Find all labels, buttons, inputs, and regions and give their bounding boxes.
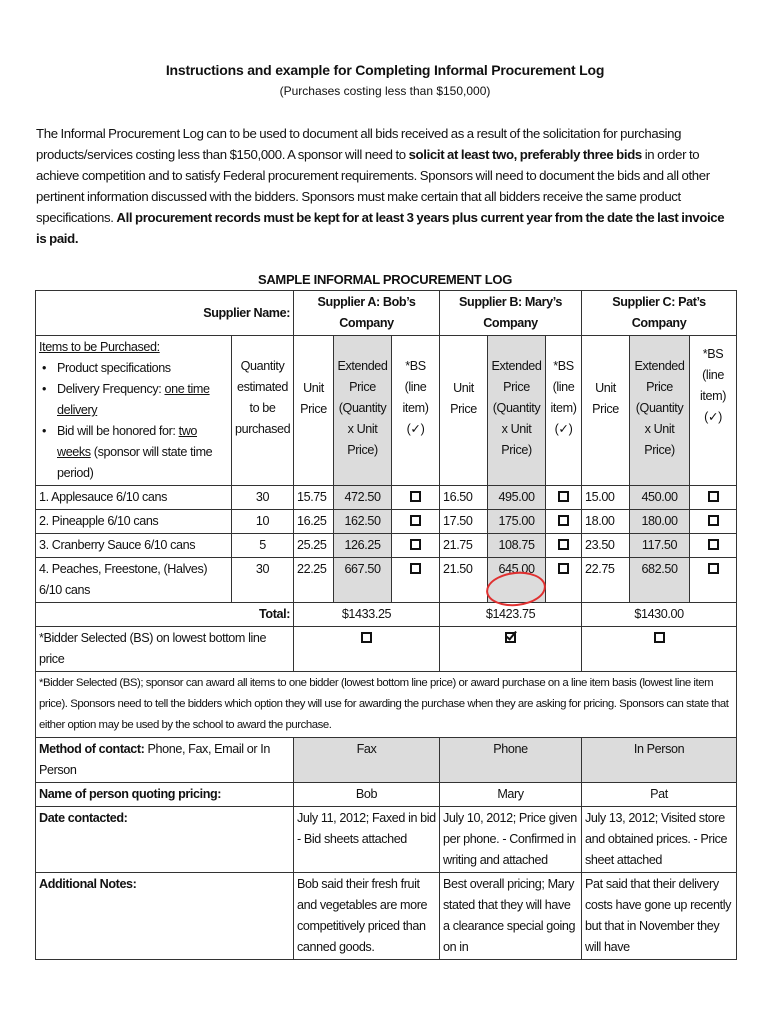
items-header-cell [36, 336, 232, 486]
c-bs-header: *BS (line item) (✓) [690, 336, 737, 486]
table-caption: SAMPLE INFORMAL PROCUREMENT LOG [257, 272, 513, 287]
c-bs-cell [690, 534, 737, 558]
b-selected-checkbox[interactable] [505, 632, 516, 643]
intro-text-1: The Informal Procurement Log can to be used to document all bids received as a result of the solicitation for purchasing products/services costing less than $150,000. A sponsor will need to [36, 126, 682, 162]
c-extended-price: 180.00 [630, 510, 690, 534]
intro-paragraph [36, 123, 726, 249]
spec-item-delivery [57, 379, 228, 421]
c-selected-cell [582, 627, 737, 672]
c-date: July 13, 2012; Visited store and obtained prices. - Price sheet attached [582, 807, 737, 873]
item-row [36, 558, 737, 603]
b-bs-checkbox[interactable] [558, 563, 569, 574]
b-unit-price-header: Unit Price [440, 336, 488, 486]
b-extended-price: 645.00 [488, 558, 546, 603]
method-row [36, 738, 737, 783]
a-method: Fax [294, 738, 440, 783]
items-header-title: Items to be Purchased: [39, 340, 160, 354]
a-extended-price-header: Extended Price (Quantity x Unit Price) [334, 336, 392, 486]
a-total: $1433.25 [294, 603, 440, 627]
method-label-rest: Phone, Fax, Email or In Person [39, 742, 270, 777]
a-bs-checkbox[interactable] [410, 563, 421, 574]
b-bs-header: *BS (line item) (✓) [546, 336, 582, 486]
a-bs-header: *BS (line item) (✓) [392, 336, 440, 486]
a-unit-price: 22.25 [294, 558, 334, 603]
a-bs-cell [392, 510, 440, 534]
bid-period-value: two weeks [57, 424, 198, 459]
notes-row [36, 873, 737, 960]
a-bs-cell [392, 486, 440, 510]
date-label: Date contacted: [36, 807, 294, 873]
document-subtitle: (Purchases costing less than $150,000) [279, 84, 491, 98]
spec-item-product: • Product specifications [57, 358, 228, 379]
c-unit-price: 15.00 [582, 486, 630, 510]
b-bs-cell [546, 558, 582, 603]
person-row [36, 783, 737, 807]
item-quantity: 30 [232, 558, 294, 603]
a-extended-price: 472.50 [334, 486, 392, 510]
a-unit-price-header: Unit Price [294, 336, 334, 486]
a-selected-checkbox[interactable] [361, 632, 372, 643]
supplier-name-label: Supplier Name: [36, 291, 294, 336]
totals-row [36, 603, 737, 627]
b-extended-price-header: Extended Price (Quantity x Unit Price) [488, 336, 546, 486]
method-label-bold: Method of contact: [39, 742, 145, 756]
b-unit-price: 16.50 [440, 486, 488, 510]
c-bs-checkbox[interactable] [708, 563, 719, 574]
c-unit-price: 18.00 [582, 510, 630, 534]
person-label: Name of person quoting pricing: [36, 783, 294, 807]
item-quantity: 30 [232, 486, 294, 510]
c-bs-cell [690, 510, 737, 534]
a-extended-price: 162.50 [334, 510, 392, 534]
a-date: July 11, 2012; Faxed in bid - Bid sheets attached [294, 807, 440, 873]
c-total: $1430.00 [582, 603, 737, 627]
bid-period-note: (sponsor will state time period) [57, 445, 213, 480]
a-extended-price: 667.50 [334, 558, 392, 603]
b-extended-price: 175.00 [488, 510, 546, 534]
b-date: July 10, 2012; Price given per phone. - Confirmed in writing and attached [440, 807, 582, 873]
bs-note-row [36, 672, 737, 738]
a-selected-cell [294, 627, 440, 672]
intro-text-2: in order to achieve competition and to satisfy Federal procurement requirements. Sponsors will need to document the bids and all other pertinent information discussed with the bidders. Sponsors must make certain that all bidders receive the same product specifications. [36, 147, 710, 225]
c-notes: Pat said that their delivery costs have gone up recently but that in November they will have [582, 873, 737, 960]
supplier-b-name: Supplier B: Mary’s Company [440, 291, 582, 336]
b-unit-price: 21.75 [440, 534, 488, 558]
item-name: 3. Cranberry Sauce 6/10 cans [36, 534, 232, 558]
notes-label: Additional Notes: [36, 873, 294, 960]
c-bs-checkbox[interactable] [708, 539, 719, 550]
date-row [36, 807, 737, 873]
delivery-label: Delivery Frequency: [57, 382, 165, 396]
c-unit-price: 22.75 [582, 558, 630, 603]
c-bs-cell [690, 486, 737, 510]
b-bs-checkbox[interactable] [558, 515, 569, 526]
supplier-header-row [36, 291, 737, 336]
c-unit-price: 23.50 [582, 534, 630, 558]
item-name: 1. Applesauce 6/10 cans [36, 486, 232, 510]
c-extended-price-header: Extended Price (Quantity x Unit Price) [630, 336, 690, 486]
b-extended-price: 108.75 [488, 534, 546, 558]
item-row [36, 534, 737, 558]
item-quantity: 10 [232, 510, 294, 534]
item-name: 4. Peaches, Freestone, (Halves) 6/10 cans [36, 558, 232, 603]
a-bs-checkbox[interactable] [410, 515, 421, 526]
a-bs-cell [392, 558, 440, 603]
spec-item-bid-period [57, 421, 228, 484]
a-notes: Bob said their fresh fruit and vegetables are more competitively priced than canned goods. [294, 873, 440, 960]
document-title: Instructions and example for Completing Informal Procurement Log [165, 62, 605, 78]
b-extended-price: 495.00 [488, 486, 546, 510]
a-unit-price: 25.25 [294, 534, 334, 558]
a-bs-checkbox[interactable] [410, 539, 421, 550]
a-unit-price: 16.25 [294, 510, 334, 534]
c-selected-checkbox[interactable] [654, 632, 665, 643]
quantity-header: Quantity estimated to be purchased [232, 336, 294, 486]
c-bs-checkbox[interactable] [708, 491, 719, 502]
a-extended-price: 126.25 [334, 534, 392, 558]
bidder-selected-label: *Bidder Selected (BS) on lowest bottom line price [36, 627, 294, 672]
item-row [36, 486, 737, 510]
b-bs-checkbox[interactable] [558, 491, 569, 502]
supplier-a-name: Supplier A: Bob’s Company [294, 291, 440, 336]
item-name: 2. Pineapple 6/10 cans [36, 510, 232, 534]
intro-bold-2: All procurement records must be kept for at least 3 years plus current year from the date the last invoice is paid. [36, 210, 725, 246]
c-extended-price: 450.00 [630, 486, 690, 510]
a-bs-checkbox[interactable] [410, 491, 421, 502]
supplier-c-name: Supplier C: Pat’s Company [582, 291, 737, 336]
b-total: $1423.75 [440, 603, 582, 627]
c-extended-price: 117.50 [630, 534, 690, 558]
spec-list [39, 358, 228, 484]
b-person: Mary [440, 783, 582, 807]
b-method: Phone [440, 738, 582, 783]
column-header-row [36, 336, 737, 486]
procurement-log-table [35, 290, 737, 960]
bidder-selected-row [36, 627, 737, 672]
b-unit-price: 17.50 [440, 510, 488, 534]
a-bs-cell [392, 534, 440, 558]
item-row [36, 510, 737, 534]
delivery-value: one time delivery [57, 382, 210, 417]
b-bs-cell [546, 510, 582, 534]
c-extended-price: 682.50 [630, 558, 690, 603]
c-bs-cell [690, 558, 737, 603]
a-unit-price: 15.75 [294, 486, 334, 510]
b-bs-cell [546, 534, 582, 558]
method-label [36, 738, 294, 783]
b-selected-cell [440, 627, 582, 672]
intro-bold-1: solicit at least two, preferably three bids [408, 147, 642, 162]
item-quantity: 5 [232, 534, 294, 558]
a-person: Bob [294, 783, 440, 807]
c-person: Pat [582, 783, 737, 807]
b-bs-checkbox[interactable] [558, 539, 569, 550]
c-method: In Person [582, 738, 737, 783]
bs-note: *Bidder Selected (BS); sponsor can award all items to one bidder (lowest bottom line price) or award purchase on a line item basis (lowest line item price). Sponsors need to tell the bidders which option they will use for awarding the purchase when they are asking for pricing. Sponsors can state that either option may be used by the school to award the purchase. [36, 672, 737, 738]
b-bs-cell [546, 486, 582, 510]
b-notes: Best overall pricing; Mary stated that they will have a clearance special going on in [440, 873, 582, 960]
bid-period-label: Bid will be honored for: [57, 424, 179, 438]
c-unit-price-header: Unit Price [582, 336, 630, 486]
c-bs-checkbox[interactable] [708, 515, 719, 526]
b-unit-price: 21.50 [440, 558, 488, 603]
total-label: Total: [36, 603, 294, 627]
